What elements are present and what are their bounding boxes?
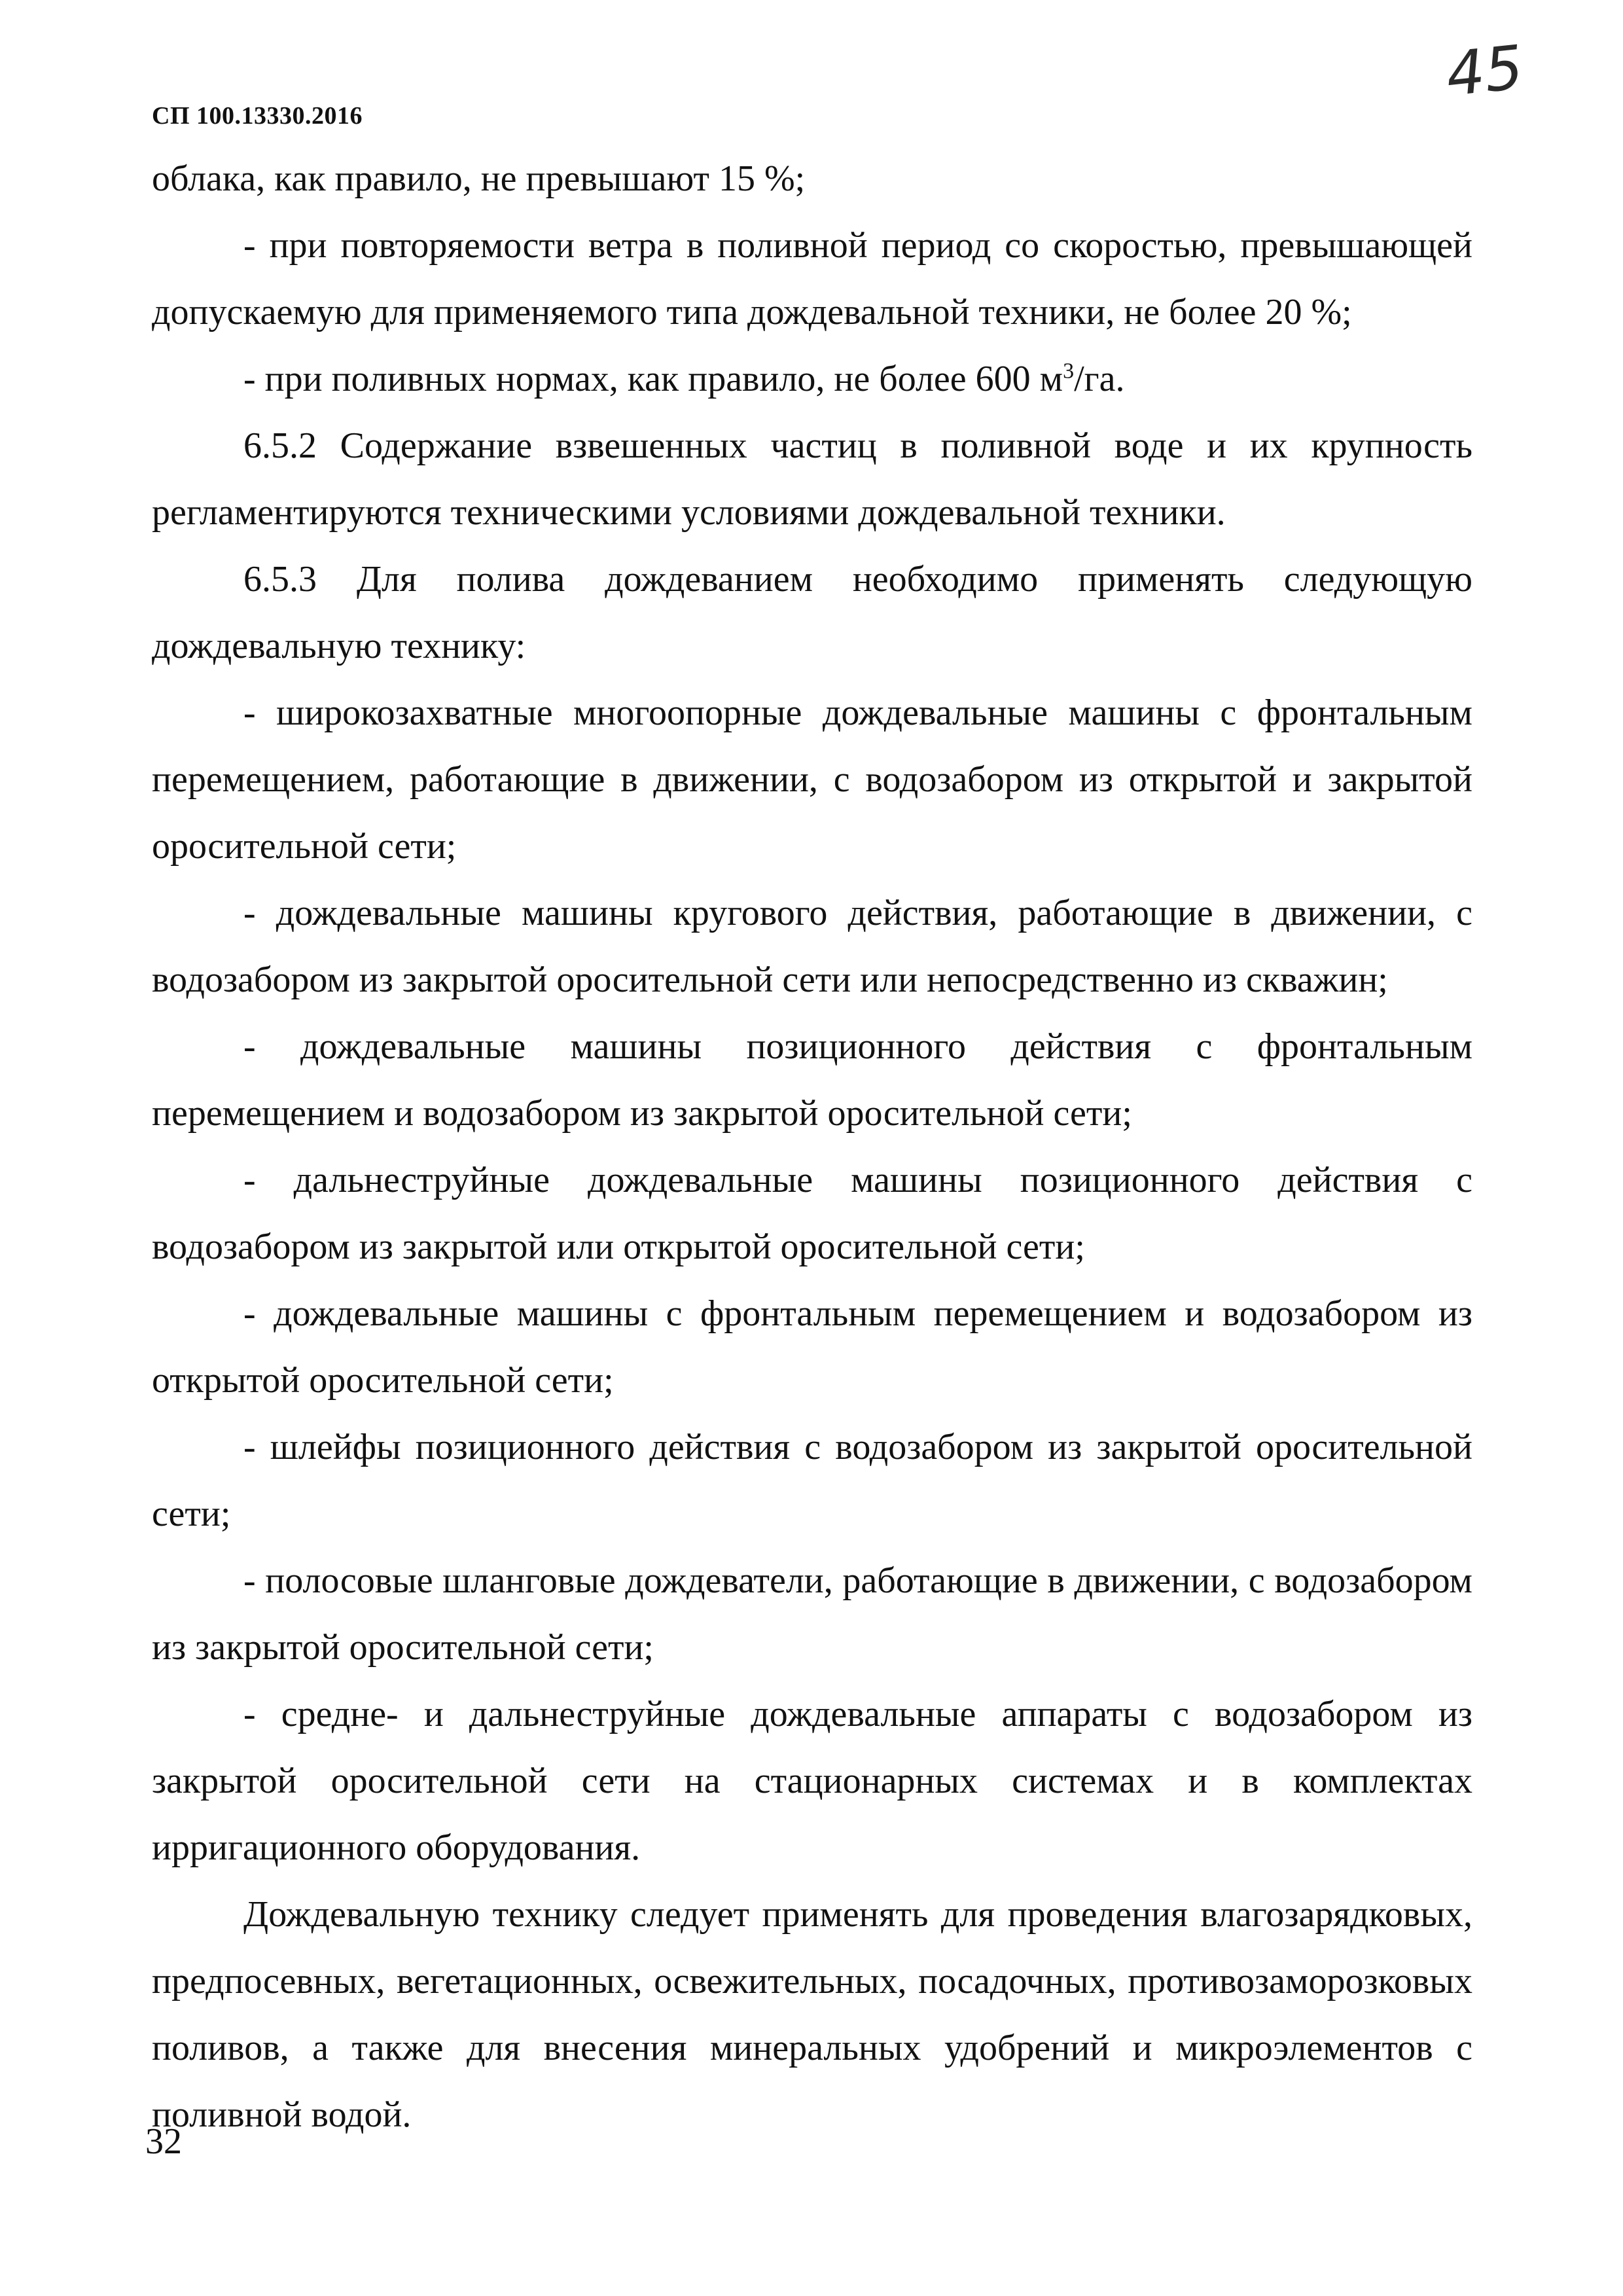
paragraph-4: 6.5.2 Содержание взвешенных частиц в поливной воде и их крупность регламентируются техническими условиями дождевальной техники. xyxy=(152,425,1472,533)
paragraph-6: - широкозахватные многоопорные дождевальные машины с фронтальным перемещением, работающие в движении, с водозабором из открытой и закрытой оросительной сети; xyxy=(152,692,1472,867)
paragraph-3 xyxy=(152,346,1472,412)
paragraph-14: Дождевальную технику следует применять для проведения влагозарядковых, предпосевных, вегетационных, освежительных, посадочных, противозаморозковых поливов, а также для внесения минеральных удобрений и микроэлементов с поливной водой. xyxy=(152,1894,1472,2135)
paragraph-3-text: - при поливных нормах, как правило, не более 600 м xyxy=(243,359,1063,399)
paragraph-10: - дождевальные машины с фронтальным перемещением и водозабором из открытой оросительной сети; xyxy=(152,1293,1472,1401)
unit-superscript: 3 xyxy=(1063,359,1075,384)
paragraph-7: - дождевальные машины кругового действия, работающие в движении, с водозабором из закрытой оросительной сети или непосредственно из скважин; xyxy=(152,893,1472,1000)
paragraph-9: - дальнеструйные дождевальные машины позиционного действия с водозабором из закрытой или открытой оросительной сети; xyxy=(152,1160,1472,1267)
unit-suffix: /га. xyxy=(1074,359,1125,399)
paragraph-11: - шлейфы позиционного действия с водозабором из закрытой оросительной сети; xyxy=(152,1427,1472,1534)
paragraph-8: - дождевальные машины позиционного действия с фронтальным перемещением и водозабором из закрытой оросительной сети; xyxy=(152,1026,1472,1134)
paragraph-1: облака, как правило, не превышают 15 %; xyxy=(152,158,806,199)
document-body xyxy=(152,145,1472,2148)
paragraph-12: - полосовые шланговые дождеватели, работающие в движении, с водозабором из закрытой оросительной сети; xyxy=(152,1560,1472,1668)
paragraph-2: - при повторяемости ветра в поливной период со скоростью, превышающей допускаемую для применяемого типа дождевальной техники, не более 20 %; xyxy=(152,225,1472,332)
page-number: 32 xyxy=(145,2121,182,2162)
paragraph-5: 6.5.3 Для полива дождеванием необходимо применять следующую дождевальную технику: xyxy=(152,559,1472,666)
paragraph-13: - средне- и дальнеструйные дождевальные аппараты с водозабором из закрытой оросительной сети на стационарных системах и в комплектах ирригационного оборудования. xyxy=(152,1694,1472,1868)
handwritten-page-number: 45 xyxy=(1442,32,1527,110)
document-code-header: СП 100.13330.2016 xyxy=(152,102,363,130)
